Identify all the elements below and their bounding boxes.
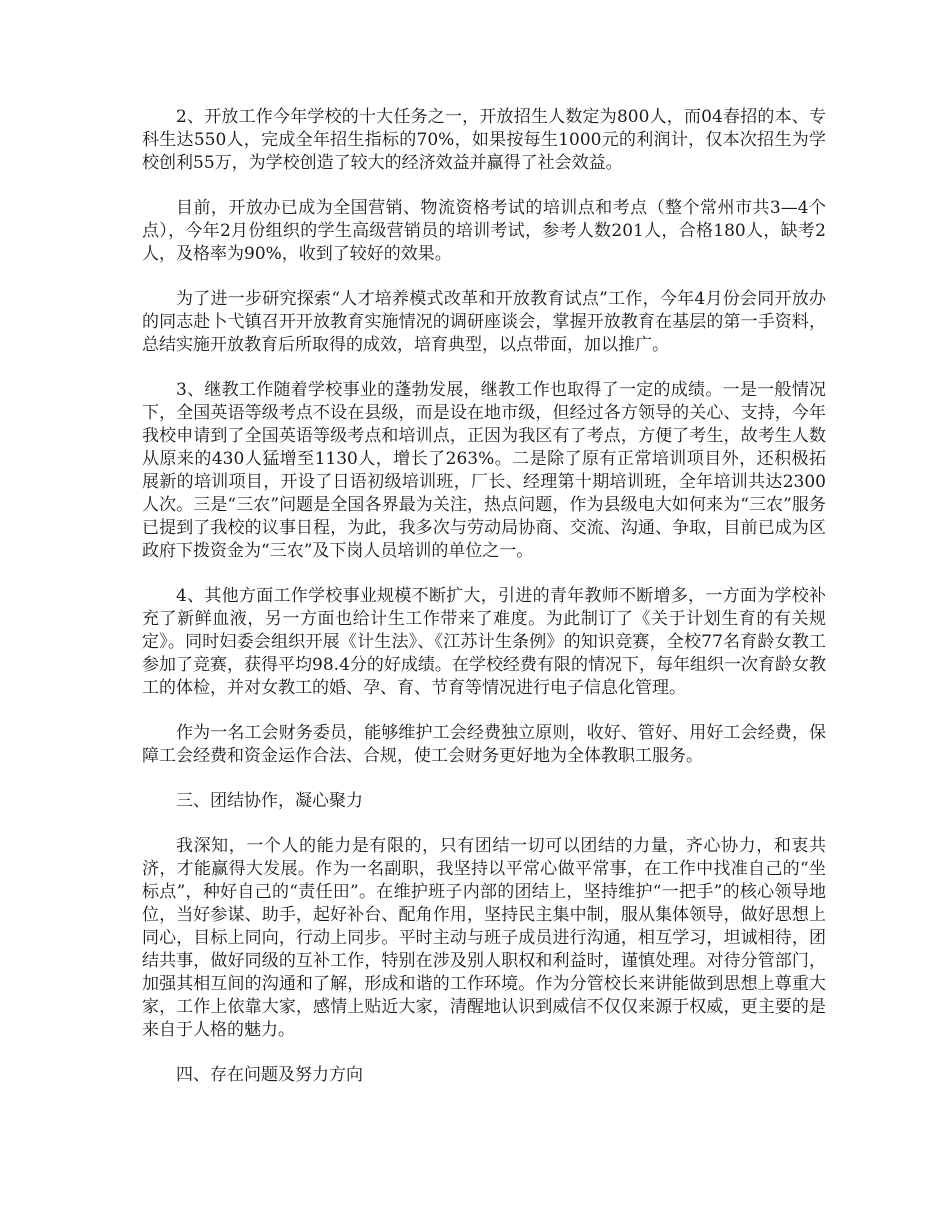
document-body: [142, 106, 826, 1109]
paragraph-research: 为了进一步研究探索“人才培养模式改革和开放教育试点”工作，今年4月份会同开放办的同志赴卜弋镇召开开放教育实施情况的调研座谈会，掌握开放教育在基层的第一手资料，总结实施开放教育后所取得的成效，培育典型，以点带面，加以推广。: [142, 289, 826, 355]
paragraph-continuing-education: 3、继教工作随着学校事业的蓬勃发展，继教工作也取得了一定的成绩。一是一般情况下，全国英语等级考点不设在县级，而是设在地市级，但经过各方领导的关心、支持，今年我校申请到了全国英语等级考点和培训点，正因为我区有了考点，方便了考生，故考生人数从原来的430人猛增至1130人，增长了263%。二是除了原有正常培训项目外，还积极拓展新的培训项目，开设了日语初级培训班，厂长、经理第十期培训班，全年培训共达2300人次。三是“三农”问题是全国各界最为关注，热点问题，作为县级电大如何来为“三农”服务已提到了我校的议事日程，为此，我多次与劳动局协商、交流、沟通、争取，目前已成为区政府下拨资金为“三农”及下岗人员培训的单位之一。: [142, 380, 826, 561]
paragraph-enrollment: 2、开放工作今年学校的十大任务之一，开放招生人数定为800人，而04春招的本、专科生达550人，完成全年招生指标的70%，如果按每生1000元的利润计，仅本次招生为学校创利55万，为学校创造了较大的经济效益并赢得了社会效益。: [142, 107, 826, 173]
paragraph-union-finance: 作为一名工会财务委员，能够维护工会经费独立原则，收好、管好、用好工会经费，保障工会经费和资金运作合法、合规，使工会财务更好地为全体教职工服务。: [142, 723, 826, 766]
section-heading-unity: 三、团结协作，凝心聚力: [176, 791, 363, 811]
paragraph-unity: 我深知，一个人的能力是有限的，只有团结一切可以团结的力量，齐心协力，和衷共济，才能赢得大发展。作为一名副职，我坚持以平常心做平常事，在工作中找准自己的“坐标点”，种好自己的“责任田”。在维护班子内部的团结上，坚持维护“一把手”的核心领导地位，当好参谋、助手，起好补台、配角作用，坚持民主集中制，服从集体领导，做好思想上同心，目标上同向，行动上同步。平时主动与班子成员进行沟通，相互学习，坦诚相待，团结共事，做好同级的互补工作，特别在涉及别人职权和利益时，谨慎处理。对待分管部门，加强其相互间的沟通和了解，形成和谐的工作环境。作为分管校长来讲能做到思想上尊重大家，工作上依靠大家，感情上贴近大家，清醒地认识到威信不仅仅来源于权威，更主要的是来自于人格的魅力。: [142, 836, 826, 1040]
section-heading-problems: 四、存在问题及努力方向: [176, 1065, 363, 1085]
paragraph-other-work: 4、其他方面工作学校事业规模不断扩大，引进的青年教师不断增多，一方面为学校补充了新鲜血液，另一方面也给计生工作带来了难度。为此制订了《关于计划生育的有关规定》。同时妇委会组织开展《计生法》、《江苏计生条例》的知识竞赛，全校77名育龄女教工参加了竞赛，获得平均98.4分的好成绩。在学校经费有限的情况下，每年组织一次育龄女教工的体检，并对女教工的婚、孕、育、节育等情况进行电子信息化管理。: [142, 586, 826, 698]
paragraph-exam-center: 目前，开放办已成为全国营销、物流资格考试的培训点和考点（整个常州市共3—4个点），今年2月份组织的学生高级营销员的培训考试，参考人数201人，合格180人，缺考2人，及格率为90%，收到了较好的效果。: [142, 198, 826, 264]
